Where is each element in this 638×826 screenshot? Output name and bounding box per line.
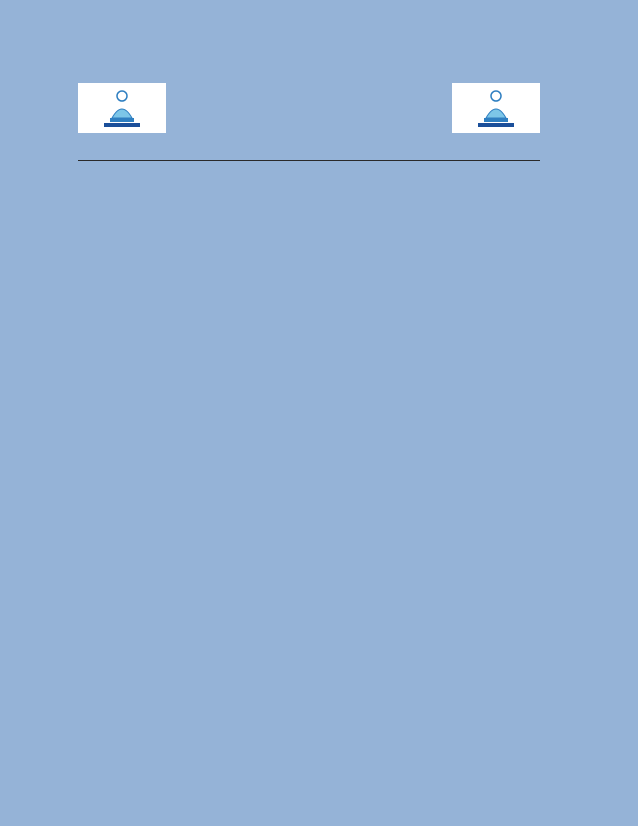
logo-right <box>452 83 540 133</box>
logo-left <box>78 83 166 133</box>
globe-border-bottom <box>0 774 638 814</box>
mosque-logo-icon <box>100 88 144 128</box>
letterhead-address-line <box>78 146 540 161</box>
watermark <box>135 240 545 560</box>
globe-border-right <box>598 0 638 826</box>
document-body <box>78 193 564 209</box>
globe-border-left <box>8 0 48 826</box>
mosque-logo-icon <box>474 88 518 128</box>
globe-border-top <box>0 8 638 48</box>
